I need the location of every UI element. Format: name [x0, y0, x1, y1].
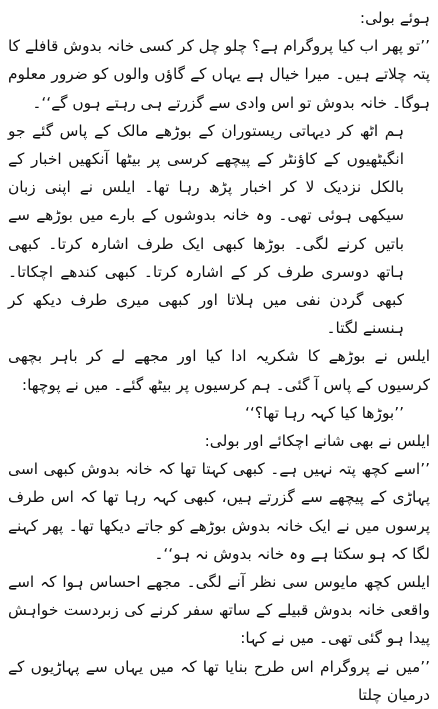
paragraph-alice-shrugs: ایلس نے بھی شانے اچکائے اور بولی:: [204, 432, 430, 451]
paragraph-restaurant-owner: ہم اٹھ کر دیہاتی ریستوران کے بوڑھے مالک کے پاس گئے جو انگیٹھیوں کے کاؤنٹر کے پیچھے کرسی پر بیٹھا آنکھیں اخبار کے بالکل نزدیک لا کر اخبار پڑھ رہا تھا۔ ایلس نے اپنی زبان سیکھی ہوئی تھی۔ وہ خانہ بدوشوں کے بارے میں بوڑھے سے باتیں کرنے لگی۔ بوڑھا کبھی ایک طرف اشارہ کرتا۔ کبھی ہاتھ دوسری طرف کر کے اشارہ کرتا۔ کبھی کندھے اچکاتا۔ کبھی گردن نفی میں ہلاتا اور کبھی میری طرف دیکھ کر ہنسنے لگتا۔: [8, 121, 404, 338]
paragraph-thanks: ایلس نے بوڑھے کا شکریہ ادا کیا اور مجھے لے کر باہر بچھی کرسیوں کے پاس آ گئی۔ ہم کرسیوں پر بیٹھ گئے۔ میں نے پوچھا:: [8, 347, 430, 394]
paragraph-my-plan: ’’میں نے پروگرام اس طرح بنایا تھا کہ میں یہاں سے پہاڑیوں کے درمیان چلتا: [8, 657, 430, 704]
paragraph-alice-reply: ’’اسے کچھ پتہ نہیں ہے۔ کبھی کہتا تھا کہ خانہ بدوش کبھی اسی پہاڑی کے پیچھے سے گزرتے ہیں، کبھی کہہ رہا تھا کہ اس طرف پرسوں میں نے ایک خانہ بدوش بوڑھے کو جاتے دیکھا تھا۔ پھر کہنے لگا کہ ہو سکتا ہے وہ خانہ بدوش نہ ہو‘‘۔: [8, 460, 430, 563]
paragraph-quote-plan: ’’تو پھر اب کیا پروگرام ہے؟ چلو چل کر کسی خانہ بدوش قافلے کا پتہ چلاتے ہیں۔ میرا خیال ہے یہاں کے گاؤں والوں کو ضرور معلوم ہوگا۔ خانہ بدوش تو اس وادی سے گزرتے ہی رہتے ہوں گے‘‘۔: [7, 37, 430, 112]
paragraph-intro: ہوئے بولی:: [359, 9, 430, 27]
paragraph-question: ’’بوڑھا کیا کہہ رہا تھا؟‘‘: [244, 403, 404, 422]
paragraph-disappointment: ایلس کچھ مایوس سی نظر آنے لگی۔ مجھے احساس ہوا کہ اسے واقعی خانہ بدوش قبیلے کے ساتھ سفر کرنے کی زبردست خواہش پیدا ہو گئی تھی۔ میں نے کہا:: [8, 573, 430, 648]
